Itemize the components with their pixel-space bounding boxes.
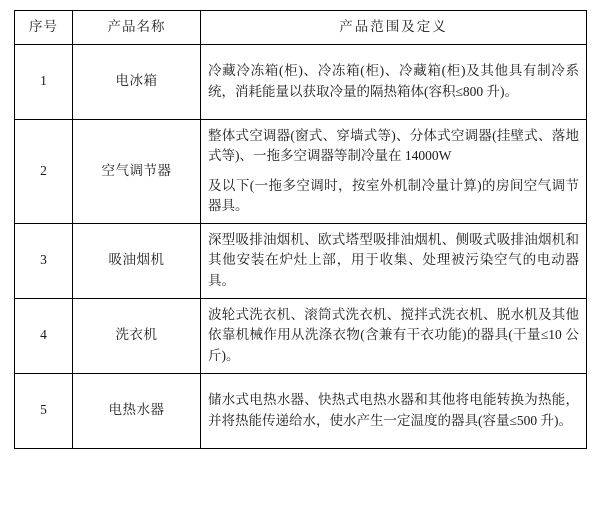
row-product-name: 电热水器 [73,373,201,448]
table-body [15,44,587,448]
table-row [15,119,587,223]
row-product-scope [201,373,587,448]
header-cell-scope: 产品范围及定义 [201,11,587,45]
scope-paragraph: 波轮式洗衣机、滚筒式洗衣机、搅拌式洗衣机、脱水机及其他依靠机械作用从洗涤衣物(含兼有干衣功能)的器具(干量≤10 公斤)。 [208,306,579,363]
row-number: 3 [15,223,73,298]
row-number: 1 [15,44,73,119]
table-row [15,298,587,373]
row-number: 5 [15,373,73,448]
row-product-name: 空气调节器 [73,119,201,223]
row-product-scope [201,44,587,119]
header-cell-no: 序号 [15,11,73,45]
row-number: 2 [15,119,73,223]
row-product-scope [201,223,587,298]
scope-paragraph: 储水式电热水器、快热式电热水器和其他将电能转换为热能，并将热能传递给水，使水产生一定温度的器具(容量≤500 升)。 [208,392,579,428]
scope-paragraph: 冷藏冷冻箱(柜)、冷冻箱(柜)、冷藏箱(柜)及其他具有制冷系统，消耗能量以获取冷量的隔热箱体(容积≤800 升)。 [208,63,579,99]
table-row [15,373,587,448]
row-product-scope [201,119,587,223]
table-header-row [15,11,587,45]
row-product-name: 电冰箱 [73,44,201,119]
table-header [15,11,587,45]
scope-paragraph: 深型吸排油烟机、欧式塔型吸排油烟机、侧吸式吸排油烟机和其他安装在炉灶上部，用于收集、处理被污染空气的电动器具。 [208,231,579,288]
row-product-name: 洗衣机 [73,298,201,373]
product-scope-table [14,10,587,449]
row-number: 4 [15,298,73,373]
scope-paragraph: 整体式空调器(窗式、穿墙式等)、分体式空调器(挂壁式、落地式等)、一拖多空调器等制冷量在 14000W [208,127,579,164]
row-product-scope [201,298,587,373]
scope-paragraph: 及以下(一拖多空调时，按室外机制冷量计算)的房间空气调节器具。 [208,177,579,214]
table-row [15,44,587,119]
header-cell-name: 产品名称 [73,11,201,45]
row-product-name: 吸油烟机 [73,223,201,298]
table-row [15,223,587,298]
